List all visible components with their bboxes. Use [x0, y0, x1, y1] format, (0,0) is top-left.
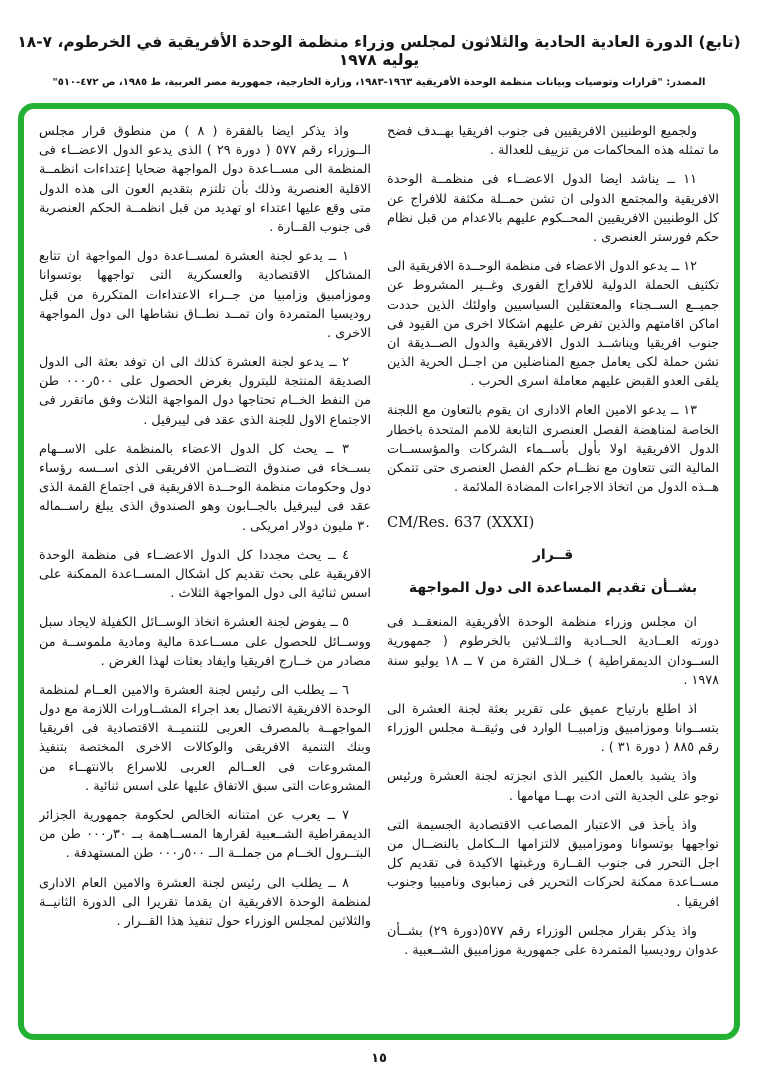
operative-paragraph-5: ٥ ــ يفوض لجنة العشرة اتخاذ الوســائل الكفيلة لايجاد سبل ووســائل للحصول على مســاعدة مالية ومادية ملموســة من مصادر من خــارج افريقيا وايفاد بعثات لهذا الغرض . — [39, 615, 371, 669]
session-title: (تابع) الدورة العادية الحادية والثلاثون لمجلس وزراء منظمة الوحدة الأفريقية في الخرطوم، ٧-١٨ يوليه ١٩٧٨ — [17, 33, 741, 69]
paragraph-item-13: ١٣ ــ يدعو الامين العام الادارى ان يقوم بالتعاون مع اللجنة الخاصة لمناهضة الفصل العنصرى التابعة للامم المتحدة باخطار الدول الافريقية اولا بأول بأســماء الشركات والمؤسســات المالية التى تتعاون مع نظــام حكم الفصل العنصرى حتى تتمكن هــذه الدول من اتخاذ الاجراءات المضادة الملائمة . — [387, 403, 719, 496]
operative-paragraph-1: ١ ــ يدعو لجنة العشرة لمســاعدة دول المواجهة ان تتابع المشاكل الاقتصادية والعسكرية التى تواجهها بوتسوانا وموزامبيق وزامبيا من جــراء الاعتداءات المتكررة من قبل روديسيا المتمردة وان تمــد نطــاق نشاطها الى دول المواجهة الاخرى . — [39, 249, 371, 341]
page-footer — [0, 1051, 758, 1066]
two-column-layout — [39, 122, 719, 1026]
preamble-paragraph: واذ يأخذ فى الاعتبار المصاعب الاقتصادية الجسيمة التى تواجهها بوتسوانا وموزامبيق لالتزامها الــكامل بالنضــال من اجل التحرر فى جنوب القــارة ورغبتها الاكيدة فى تقديم كل مســاعدة ممكنة لحركات التحرير فى زمبابوى وناميبيا وجنوب افريقيا . — [387, 817, 719, 910]
operative-paragraph-6: ٦ ــ يطلب الى رئيس لجنة العشرة والامين العــام لمنظمة الوحدة الافريقية الاتصال بعد اجراء المشــاورات اللازمة مع دول المواجهــة بالمصرف العربى للتنميــة الاقتصادية فى افريقيا وبنك التنمية الافريقى والوكالات الاخرى المختصة بتنفيذ المشروعات فى العــالم العربى للاسراع بالانتهــاء من المشروعات التى سبق الاتفاق عليها على اسس ثنائية . — [39, 682, 371, 794]
preamble-paragraph: واذ يشيد بالعمل الكبير الذى انجزته لجنة العشرة ورئيس توجو على الجدية التى ادت بهــا مهامها . — [387, 769, 719, 804]
operative-paragraph-3: ٣ ــ يحث كل الدول الاعضاء بالمنظمة على الاســهام بســخاء فى صندوق التضــامن الافريقى الذى اســسه رؤساء دول وحكومات منظمة الوحــدة الافريقية فى اجتماع القمة الذى عقد فى ليبرفيل بالجــابون وهو الصندوق الذى يبلغ راســماله ٣٠ مليون دولار امريكى . — [39, 441, 371, 534]
page-header — [0, 33, 758, 88]
operative-paragraph-7: ٧ ــ يعرب عن امتنانه الخالص لحكومة جمهورية الجزائر الديمقراطية الشــعبية لقرارها المســاهمة بــ ٣٠ر٠٠٠ طن من البتــرول الخــام من جملــة الــ ٥٠٠ر٠٠٠ طن المستهدفة . — [39, 808, 371, 862]
left-column — [39, 122, 371, 1026]
source-citation: المصدر: "قرارات وتوصيات وبيانات منظمة الوحدة الأفريقية ١٩٦٣-١٩٨٣، وزارة الخارجية، جمهورية مصر العربية، ط ١٩٨٥، ص ٤٧٢-٥١٠" — [52, 77, 706, 88]
paragraph-item-12: ١٢ ــ يدعو الدول الاعضاء فى منظمة الوحــدة الافريقية الى تكثيف الحملة الدولية للافراج الفورى وغــير المشروط عن جميــع الســجناء والمعتقلين السياسيين واولئك الذين حددت اماكن اقامتهم والذين تفرض عليهم اشكالا اخرى من القيود فى جنوب افريقيا ويناشــد الدول الافريقية والدول الصــديقة ان تشن حملة لكى يعامل جميع المناضلين من اجــل الحرية الذين يلقى العدو القبض عليهم معاملة اسرى الحرب . — [387, 259, 719, 390]
resolution-subject: بشــأن تقديم المساعدة الى دول المواجهة — [408, 580, 698, 597]
page-number: ١٥ — [371, 1051, 387, 1066]
preamble-paragraph: واذ يذكر ايضا بالفقرة ( ٨ ) من منطوق قرار مجلس الــوزراء رقم ٥٧٧ ( دورة ٢٩ ) الذى يدعو الدول الاعضــاء فى المنظمة الى مســاعدة دول المواجهة ضحايا إعتداءات انظمــة الاقلية العنصرية وذلك بأن تلتزم بتقديم العون الى هذه الدول متى وقع عليها اعتداء او تهديد من قبل انظمــة الحكم العنصرية فى جنوب القــارة . — [39, 124, 371, 235]
preamble-paragraph: ان مجلس وزراء منظمة الوحدة الأفريقية المنعقــد فى دورته العــادية الحــادية والثــلاثين بالخرطوم ( جمهورية الســودان الديمقراطية ) خــلال الفترة من ٧ ــ ١٨ يوليو سنة ١٩٧٨ . — [387, 615, 719, 688]
resolution-reference: CM/Res. 637 (XXXI) — [387, 515, 535, 532]
paragraph-item-11: ١١ ــ يناشد ايضا الدول الاعضــاء فى منظمــة الوحدة الافريقية والمجتمع الدولى ان تشن حمــلة مكثفة للافراج عن كل الوطنيين الافريقيين المحــكوم عليهم بالاعدام من قبل نظام حكم فورستر العنصرى . — [387, 172, 719, 245]
document-frame — [18, 103, 740, 1040]
operative-paragraph-4: ٤ ــ يحث مجددا كل الدول الاعضــاء فى منظمة الوحدة الافريقية على بحث تقديم كل اشكال المســاعدة الممكنة على اسس ثنائية الى دول المواجهة الثلاث . — [39, 547, 371, 602]
operative-paragraph-2: ٢ ــ يدعو لجنة العشرة كذلك الى ان توفد بعثة الى الدول الصديقة المنتجة للبترول بغرض الحصول على ٥٠٠ر٠٠٠ طن من النفط الخــام تحتاجها دول المواجهة الثلاث وفق ماتقرر فى الاجتماع الاول للجنة الذى عقد فى ليبرفيل . — [39, 355, 371, 428]
right-column — [387, 122, 719, 1026]
preamble-paragraph: واذ يذكر بقرار مجلس الوزراء رقم ٥٧٧(دورة ٢٩) بشــأن عدوان روديسيا المتمردة على جمهورية موزامبيق الشــعبية . — [387, 923, 719, 958]
operative-paragraph-8: ٨ ــ يطلب الى رئيس لجنة العشرة والامين العام الادارى لمنظمة الوحدة الافريقية ان يقدما تقريرا الى الدورة الثانيــة والثلاثين لمجلس الوزراء حول تنفيذ هذا القــرار . — [39, 875, 371, 929]
resolution-heading: قــرار — [532, 547, 574, 564]
paragraph-continuation: ولجميع الوطنيين الافريقيين فى جنوب افريقيا بهــدف فضح ما تمثله هذه المحاكمات من تزييف للعدالة . — [387, 124, 719, 159]
preamble-paragraph: اذ اطلع بارتياح عميق على تقرير بعثة لجنة العشرة الى بتســوانا وموزامبيق وزامبيــا الوارد فى وثيقــة مجلس الوزراء رقم ٨٨٥ ( دورة ٣١ ) . — [387, 701, 719, 756]
